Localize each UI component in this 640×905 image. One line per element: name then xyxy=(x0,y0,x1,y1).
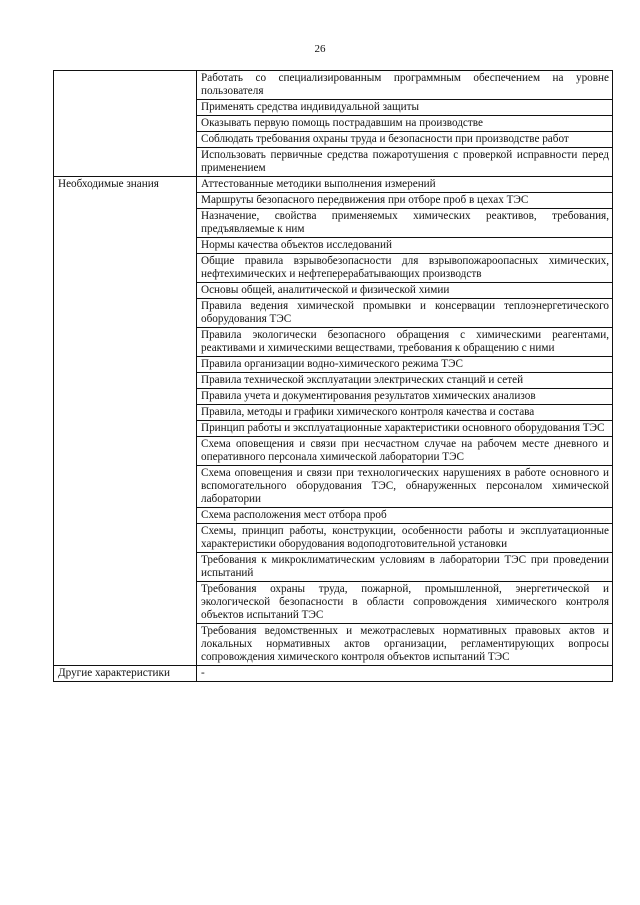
section-label: Необходимые знания xyxy=(54,177,197,666)
requirement-item: Использовать первичные средства пожаротушения с проверкой исправности перед применением xyxy=(197,148,613,177)
requirement-item: Соблюдать требования охраны труда и безопасности при производстве работ xyxy=(197,132,613,148)
page-number: 26 xyxy=(314,43,326,55)
table-row xyxy=(54,71,613,100)
requirement-item: Требования охраны труда, пожарной, промышленной, энергетической и экологической безопасности в области сопровождения химического контроля объектов испытаний ТЭС xyxy=(197,582,613,624)
requirement-item: Применять средства индивидуальной защиты xyxy=(197,100,613,116)
requirement-item: Правила, методы и графики химического контроля качества и состава xyxy=(197,405,613,421)
requirement-item: Схема оповещения и связи при несчастном случае на рабочем месте дневного и оперативного персонала химической лаборатории ТЭС xyxy=(197,437,613,466)
requirement-item: Работать со специализированным программным обеспечением на уровне пользователя xyxy=(197,71,613,100)
requirement-item: Нормы качества объектов исследований xyxy=(197,238,613,254)
section-label: Другие характеристики xyxy=(54,666,197,682)
requirement-item: Маршруты безопасного передвижения при отборе проб в цехах ТЭС xyxy=(197,193,613,209)
requirement-item: Оказывать первую помощь пострадавшим на производстве xyxy=(197,116,613,132)
requirement-item: Схема оповещения и связи при технологических нарушениях в работе основного и вспомогательного оборудования ТЭС, обнаруженных персоналом химической лаборатории xyxy=(197,466,613,508)
requirement-item: Назначение, свойства применяемых химических реактивов, требования, предъявляемые к ним xyxy=(197,209,613,238)
requirement-item: Требования ведомственных и межотраслевых нормативных правовых актов и локальных нормативных актов организации, регламентирующих вопросы сопровождения химического контроля объектов испытаний ТЭС xyxy=(197,624,613,666)
requirement-item: Требования к микроклиматическим условиям в лаборатории ТЭС при проведении испытаний xyxy=(197,553,613,582)
requirements-table xyxy=(53,70,613,682)
requirement-item: - xyxy=(197,666,613,682)
requirement-item: Правила организации водно-химического режима ТЭС xyxy=(197,357,613,373)
requirements-table-body xyxy=(54,71,613,682)
requirement-item: Схема расположения мест отбора проб xyxy=(197,508,613,524)
section-label xyxy=(54,71,197,177)
requirement-item: Общие правила взрывобезопасности для взрывопожароопасных химических, нефтехимических и нефтеперерабатывающих производств xyxy=(197,254,613,283)
requirement-item: Аттестованные методики выполнения измерений xyxy=(197,177,613,193)
table-row xyxy=(54,666,613,682)
requirement-item: Правила экологически безопасного обращения с химическими реагентами, реактивами и химическими веществами, требования к обращению с ними xyxy=(197,328,613,357)
table-row xyxy=(54,177,613,193)
requirement-item: Правила учета и документирования результатов химических анализов xyxy=(197,389,613,405)
requirement-item: Основы общей, аналитической и физической химии xyxy=(197,283,613,299)
requirement-item: Правила технической эксплуатации электрических станций и сетей xyxy=(197,373,613,389)
requirement-item: Правила ведения химической промывки и консервации теплоэнергетического оборудования ТЭС xyxy=(197,299,613,328)
requirement-item: Принцип работы и эксплуатационные характеристики основного оборудования ТЭС xyxy=(197,421,613,437)
requirement-item: Схемы, принцип работы, конструкции, особенности работы и эксплуатационные характеристики оборудования водоподготовительной установки xyxy=(197,524,613,553)
